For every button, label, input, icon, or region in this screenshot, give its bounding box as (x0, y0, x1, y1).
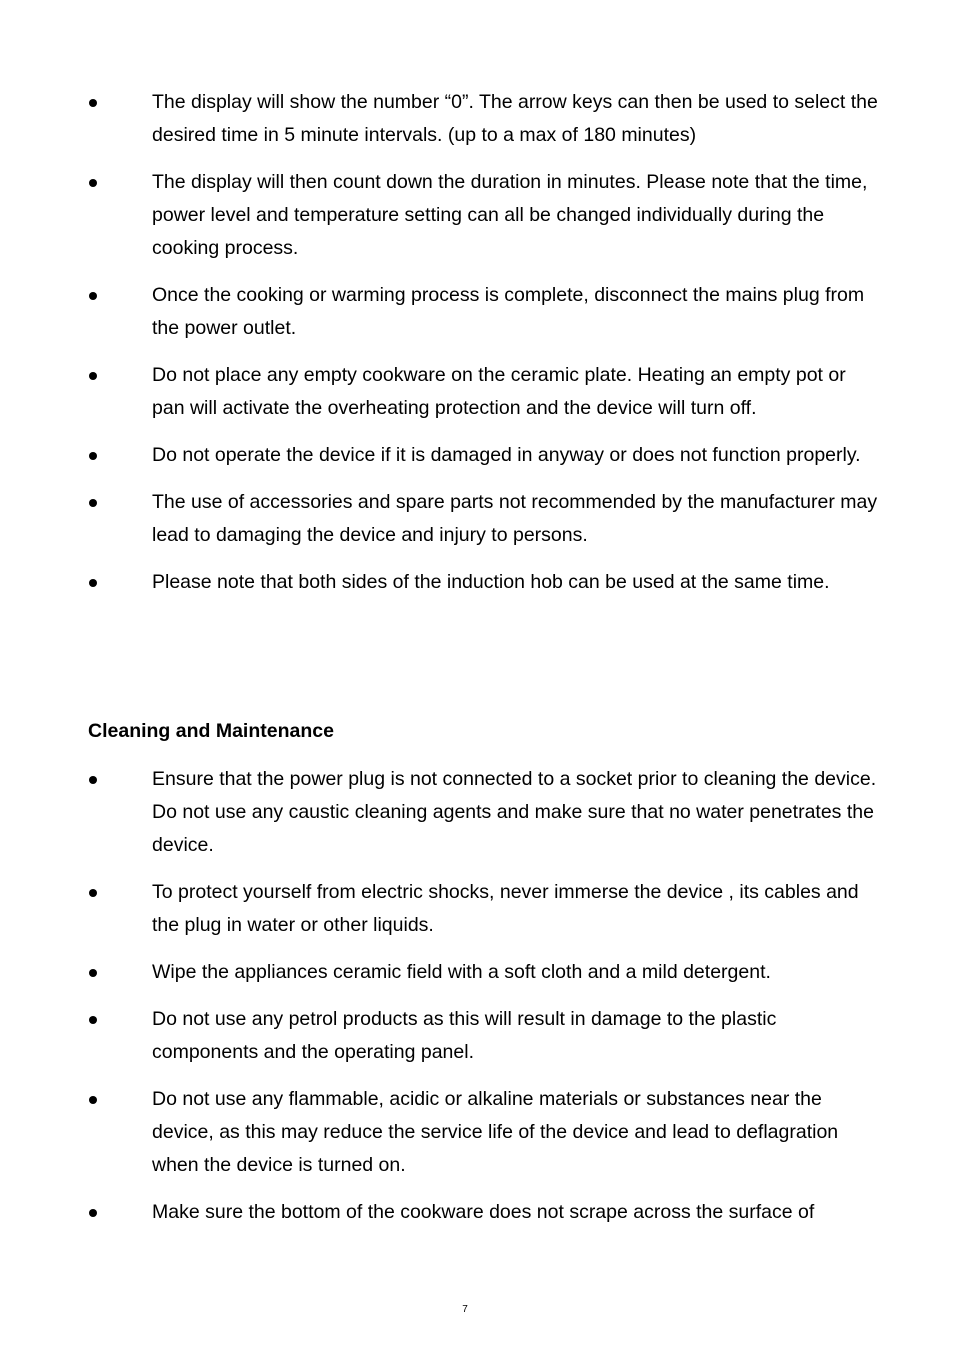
bullet-icon (89, 1096, 97, 1104)
list-item-text: Ensure that the power plug is not connected to a socket prior to cleaning the device. Do not use any caustic cleaning agents and make sure that no water penetrates the device. (152, 768, 877, 856)
bullet-icon (89, 499, 97, 507)
list-item-text: The display will show the number “0”. The arrow keys can then be used to select the desired time in 5 minute intervals. (up to a max of 180 minutes) (152, 91, 878, 146)
list-item (88, 1083, 878, 1182)
bullet-icon (89, 889, 97, 897)
list-item (88, 166, 878, 265)
list-item (88, 439, 878, 472)
list-item-text: The use of accessories and spare parts not recommended by the manufacturer may lead to damaging the device and injury to persons. (152, 491, 878, 546)
list-item (88, 1196, 878, 1229)
bullet-icon (89, 1016, 97, 1024)
instructions-list (88, 86, 878, 613)
list-item-text: Do not operate the device if it is damaged in anyway or does not function properly. (152, 444, 861, 466)
bullet-icon (89, 969, 97, 977)
list-item-text: Do not use any petrol products as this will result in damage to the plastic components and the operating panel. (152, 1008, 777, 1063)
bullet-icon (89, 776, 97, 784)
bullet-icon (89, 99, 97, 107)
bullet-icon (89, 1209, 97, 1217)
list-item-text: Make sure the bottom of the cookware does not scrape across the surface of (152, 1201, 815, 1223)
cleaning-list (88, 763, 878, 1243)
list-item (88, 279, 878, 345)
list-item (88, 359, 878, 425)
list-item (88, 763, 878, 862)
page-number: 7 (462, 1304, 468, 1315)
list-item-text: To protect yourself from electric shocks, never immerse the device , its cables and the plug in water or other liquids. (152, 881, 859, 936)
bullet-icon (89, 452, 97, 460)
bullet-icon (89, 579, 97, 587)
list-item (88, 86, 878, 152)
bullet-icon (89, 372, 97, 380)
list-item-text: Once the cooking or warming process is complete, disconnect the mains plug from the power outlet. (152, 284, 865, 339)
list-item (88, 876, 878, 942)
list-item (88, 486, 878, 552)
list-item-text: Wipe the appliances ceramic field with a soft cloth and a mild detergent. (152, 961, 771, 983)
list-item-text: Do not place any empty cookware on the ceramic plate. Heating an empty pot or pan will activate the overheating protection and the device will turn off. (152, 364, 846, 419)
list-item (88, 956, 878, 989)
bullet-icon (89, 292, 97, 300)
section-heading: Cleaning and Maintenance (88, 720, 334, 742)
list-item (88, 1003, 878, 1069)
list-item (88, 566, 878, 599)
list-item-text: Please note that both sides of the induction hob can be used at the same time. (152, 571, 830, 593)
bullet-icon (89, 179, 97, 187)
list-item-text: Do not use any flammable, acidic or alkaline materials or substances near the device, as this may reduce the service life of the device and lead to deflagration when the device is turned on. (152, 1088, 839, 1176)
list-item-text: The display will then count down the duration in minutes. Please note that the time, power level and temperature setting can all be changed individually during the cooking process. (152, 171, 868, 259)
